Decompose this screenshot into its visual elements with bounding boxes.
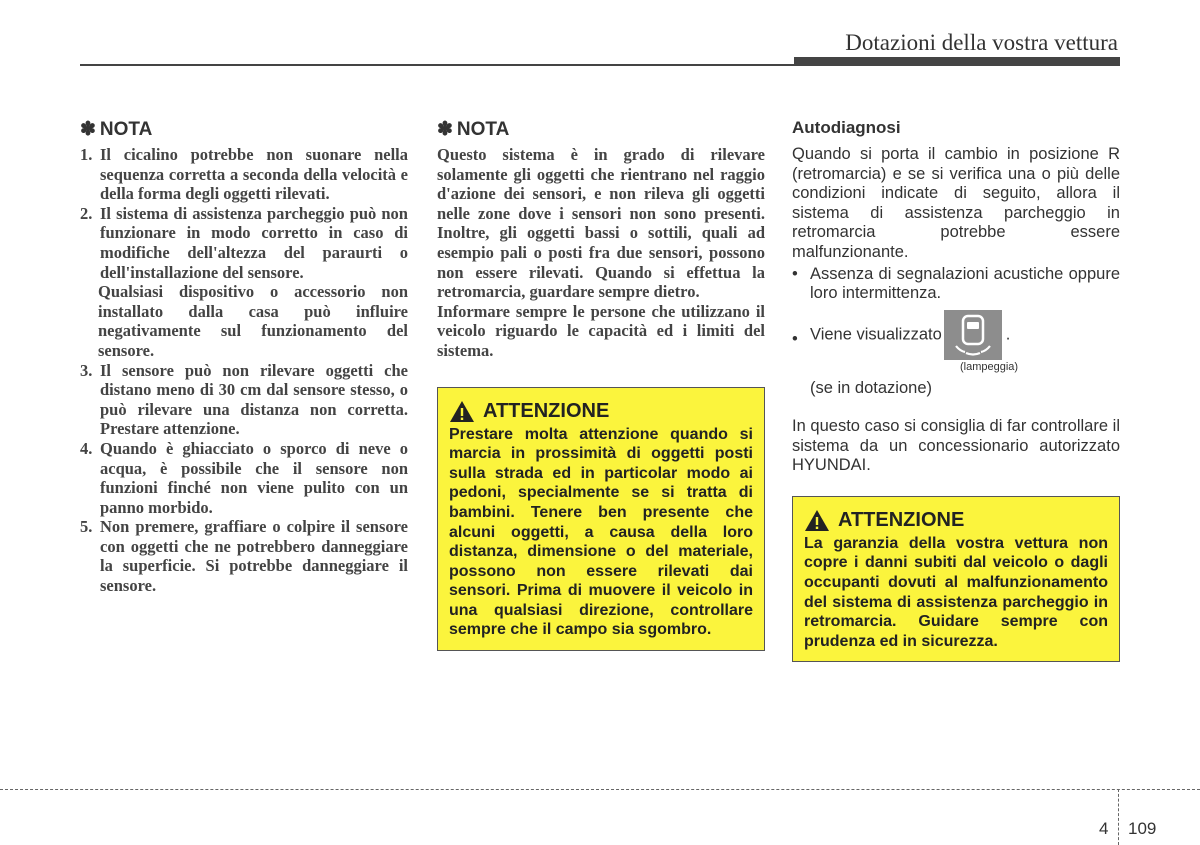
- list-item-text: Il cicalino potrebbe non suonare nella sequenza corretta a seconda della velocità e della forma degli oggetti rilevati.: [100, 145, 408, 204]
- column-nota-2: [437, 118, 765, 651]
- warning-heading: [804, 509, 1108, 532]
- list-item: [80, 517, 408, 595]
- list-item: [80, 439, 408, 517]
- nota-paragraph-1: Questo sistema è in grado di rilevare solamente gli oggetti che rientrano nel raggio d'azione dei sensori, e non rileva gli oggetti nelle zone dove i sensori non sono presenti. Inoltre, gli oggetti bassi o sottili, quali ad esempio pali o posti fra due sensori, possono non essere rilevati. Quando si effettua la retromarcia, guardare sempre dietro.: [437, 145, 765, 302]
- list-item-text: Quando è ghiacciato o sporco di neve o acqua, è possibile che il sensore non funzioni finché non viene pulito con un panno morbido.: [100, 438, 408, 517]
- list-item-text: Non premere, graffiare o colpire il sensore con oggetti che ne potrebbero danneggiare la superficie. Si potrebbe danneggiare il sensore.: [100, 517, 408, 596]
- warning-title: ATTENZIONE: [838, 508, 965, 531]
- page-header-title: Dotazioni della vostra vettura: [845, 30, 1118, 55]
- warning-triangle-icon: [449, 400, 475, 423]
- page-number: 109: [1128, 819, 1157, 838]
- advice-paragraph: In questo caso si consiglia di far controllare il sistema da un concessionario autorizzato HYUNDAI.: [792, 416, 1120, 475]
- list-item-number: 4.: [80, 438, 93, 458]
- nota-list-2: [80, 361, 408, 596]
- list-item-number: 5.: [80, 517, 93, 537]
- list-item-text: Il sistema di assistenza parcheggio può non funzionare in modo corretto in caso di modifiche dell'altezza del paraurti o dell'installazione del sensore.: [100, 203, 408, 282]
- nota-list-1: [80, 145, 408, 282]
- bullet-text: Assenza di segnalazioni acustiche oppure loro intermittenza.: [810, 264, 1120, 303]
- warning-text: La garanzia della vostra vettura non copre i danni subiti dal veicolo o dagli occupanti dovuti al malfunzionamento del sistema di assistenza parcheggio in retromarcia. Guidare sempre con prudenza ed in sicurezza.: [804, 534, 1108, 650]
- footer-rule: [0, 789, 1200, 790]
- warning-box-1: [437, 387, 765, 652]
- column-nota-1: [80, 118, 408, 596]
- autodiagnosi-intro: Quando si porta il cambio in posizione R (retromarcia) e se si verifica una o più delle condizioni indicate di seguito, allora il sistema di assistenza parcheggio in retromarcia potrebbe essere malfunzionante.: [792, 145, 1120, 261]
- warning-title: ATTENZIONE: [483, 399, 610, 422]
- bullet-note: (se in dotazione): [810, 379, 932, 398]
- list-item-number: 1.: [80, 145, 93, 164]
- list-item-number: 2.: [80, 203, 93, 223]
- nota-heading-1: [80, 118, 408, 141]
- column-autodiagnosi: [792, 118, 1120, 662]
- nota-heading-label: NOTA: [456, 118, 510, 140]
- nota-paragraph-2: Informare sempre le persone che utilizzano il veicolo riguardo le capacità ed i limiti del sistema.: [437, 301, 765, 360]
- nota-heading-2: [437, 118, 765, 141]
- list-item-number: 3.: [80, 360, 93, 380]
- section-title: Autodiagnosi: [792, 118, 901, 137]
- asterisk-icon: ✽: [437, 119, 453, 140]
- bullet-dot: •: [792, 264, 798, 283]
- warning-triangle-icon: [804, 509, 830, 532]
- chapter-number: 4: [1099, 819, 1109, 838]
- bullet-text: Viene visualizzato: [810, 325, 942, 344]
- warning-box-2: [792, 496, 1120, 663]
- car-sensor-icon: [944, 310, 1002, 360]
- header-rule-thin: [80, 64, 794, 66]
- bullet-dot: •: [792, 329, 798, 348]
- bullet-suffix: .: [1005, 325, 1011, 344]
- nota-heading-label: NOTA: [99, 118, 153, 140]
- asterisk-icon: ✽: [80, 119, 96, 140]
- footer-divider: [1118, 789, 1119, 845]
- nota-extra-paragraph: Qualsiasi dispositivo o accessorio non installato dalla casa può influire negativamente sul funzionamento del sensore.: [98, 282, 408, 360]
- bullet-item-indicator: [792, 310, 1120, 399]
- warning-heading: [449, 400, 753, 423]
- list-item: [80, 361, 408, 439]
- bullet-item: [792, 265, 1120, 304]
- parking-assist-indicator-icon: [944, 310, 1002, 360]
- header-rule-thick: [794, 57, 1120, 66]
- list-item: [80, 145, 408, 204]
- warning-text: Prestare molta attenzione quando si marcia in prossimità di oggetti posti sulla strada ed in particolar modo ai pedoni, specialmente se si tratta di bambini. Tenere ben presente che alcuni oggetti, a causa della loro distanza, dimensione o del materiale, possono non essere rilevati dai sensori. Prima di muovere il veicolo in una qualsiasi direzione, controllare sempre che il campo sia sgombro.: [449, 425, 753, 639]
- list-item: [80, 204, 408, 282]
- icon-caption: (lampeggia): [960, 360, 1019, 373]
- list-item-text: Il sensore può non rilevare oggetti che distano meno di 30 cm dal sensore stesso, o può rilevare una distanza non corretta. Prestare attenzione.: [100, 360, 408, 439]
